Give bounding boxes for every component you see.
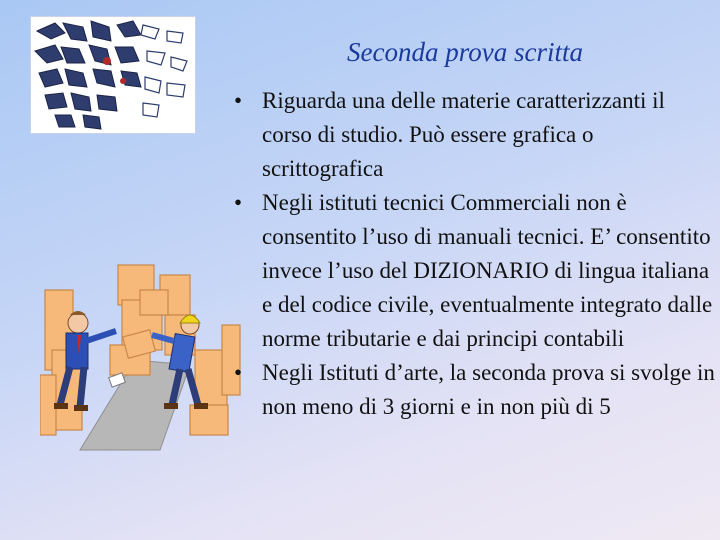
bullet-dot-icon: •: [233, 190, 243, 215]
bullet-text: Negli Istituti d’arte, la seconda prova si svolge in non meno di 3 giorni e in non più di 5: [262, 360, 715, 419]
bullet-dot-icon: •: [233, 360, 243, 385]
birds-icon: [31, 17, 195, 133]
bullet-item: [222, 186, 717, 356]
bullet-text: Negli istituti tecnici Commerciali non è consentito l’uso di manuali tecnici. E’ consentito invece l’uso del DIZIONARIO di lingua italiana e del codice civile, eventualmente integrato dalle norme tributarie e dai principi contabili: [262, 190, 713, 351]
bullet-list: [222, 84, 717, 424]
slide-title: Seconda prova scritta: [347, 37, 583, 67]
bullet-text: Riguarda una delle materie caratterizzanti il corso di studio. Può essere grafica o scrittografica: [262, 88, 665, 181]
bullet-item: [222, 84, 717, 186]
tessellation-birds-illustration: [30, 16, 196, 134]
bullet-item: [222, 356, 717, 424]
bullet-dot-icon: •: [233, 88, 243, 113]
